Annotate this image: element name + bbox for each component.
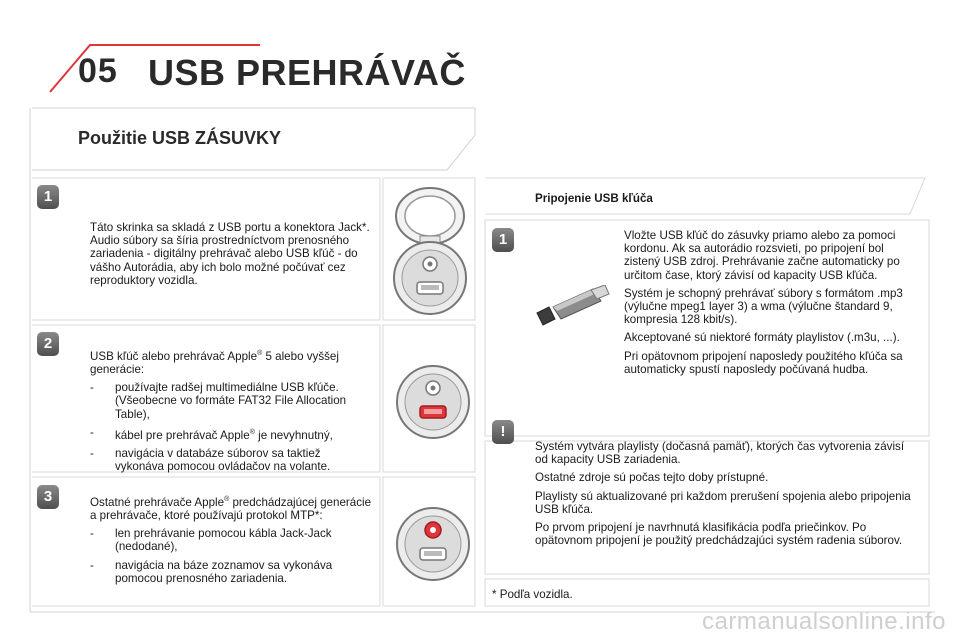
jack-port-highlight-icon (395, 506, 471, 582)
right-step-badge-1: 1 (492, 228, 514, 252)
step3-bullet-1: - len prehrávanie pomocou kábla Jack-Jack (nedodané), (90, 527, 332, 554)
step3-intro: Ostatné prehrávače Apple® predchádzajúcej generácie a prehrávače, ktoré používajú protokol MTP*: (90, 495, 372, 523)
usb-socket-open-lid-icon (390, 186, 470, 316)
step2-bullet-1: - používajte radšej multimediálne USB kľúče. (Všeobecne vo formáte FAT32 File Allocation Table), (90, 381, 347, 421)
step2-bullet-3: - navigácia v databáze súborov sa taktiež vykonáva pomocou ovládačov na volante. (90, 446, 331, 474)
step3-bullet-2: - navigácia na báze zoznamov sa vykonáva pomocou prenosného zariadenia. (90, 558, 333, 585)
page-title: USB PREHRÁVAČ (148, 52, 466, 93)
step-badge-3: 3 (37, 485, 59, 509)
chapter-number: 05 (78, 52, 118, 90)
usb-connect-p1: Vložte USB kľúč do zásuvky priamo alebo za pomoci kordonu. Ak sa autorádio rozsvieti, po pripojení bol zistený USB zdroj. Prehrávanie začne automaticky po určitom čase, ktorý závisí od kapacity USB kľúča. (624, 229, 900, 282)
usb-connect-p4: Pri opätovnom pripojení naposledy použitého kľúča sa automaticky spustí naposledy počúvaná hudba. (624, 349, 903, 376)
warning-p1: Systém vytvára playlisty (dočasná pamäť), ktorých čas vytvorenia závisí od kapacity USB zariadenia. (535, 440, 905, 467)
section-title: Použitie USB ZÁSUVKY (78, 128, 282, 148)
step2-text (90, 347, 372, 478)
step2-bullet-2: - kábel pre prehrávač Apple® je nevyhnutný, (90, 425, 333, 442)
usb-connect-p3: Akceptované sú niektoré formáty playlistov (.m3u, ...). (624, 331, 900, 345)
warning-icon: ! (492, 420, 514, 444)
usb-key-heading: Pripojenie USB kľúča (535, 192, 653, 205)
step-badge-1: 1 (37, 185, 59, 209)
usb-connect-p2: Systém je schopný prehrávať súbory s formátom .mp3 (výlučne mpeg1 layer 3) a wma (výlučne štandard 9, kompresia 128 kbit/s). (624, 286, 903, 327)
usb-stick-icon (535, 285, 610, 330)
usb-port-highlight-icon (395, 364, 471, 440)
step1-text: Táto skrinka sa skladá z USB portu a konektora Jack*. Audio súbory sa šíria prostredníctvom prenosného zariadenia - digitálny prehrávač alebo USB kľúč - do vášho Autorádia, aby ich bolo možné počúvať cez reproduktory vozidla. (90, 221, 370, 287)
usb-connect-text (624, 229, 922, 381)
watermark: carmanualsonline.info (702, 608, 946, 635)
warning-p4: Po prvom pripojení je navrhnutá klasifikácia podľa priečinkov. Po opätovnom pripojení je použitý predchádzajúci systém radenia súborov. (535, 521, 903, 548)
warning-p3: Playlisty sú aktualizované pri každom prerušení spojenia alebo pripojenia USB kľúča. (535, 489, 911, 516)
step2-intro: USB kľúč alebo prehrávač Apple® 5 alebo vyššej generácie: (90, 349, 339, 377)
warning-text (535, 440, 920, 552)
warning-p2: Ostatné zdroje sú počas tejto doby prístupné. (535, 471, 769, 485)
footnote: * Podľa vozidla. (492, 588, 573, 601)
step-badge-2: 2 (37, 332, 59, 356)
step3-text (90, 493, 372, 590)
